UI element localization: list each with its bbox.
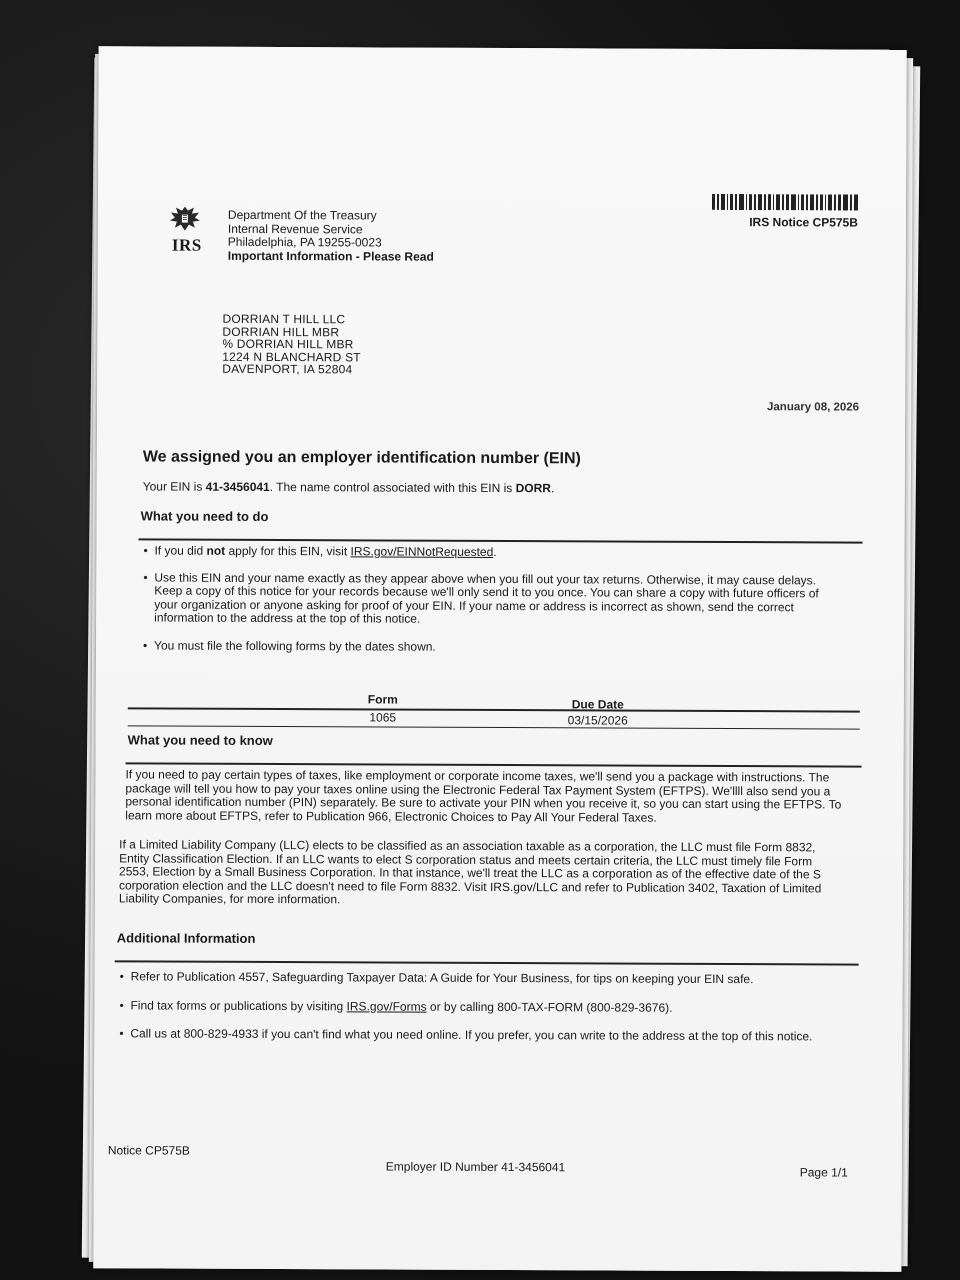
list-item-text: Find tax forms or publications by visiting xyxy=(130,997,347,1013)
list-item-text: If you did xyxy=(154,543,207,558)
list-item xyxy=(119,970,849,987)
ein-statement xyxy=(143,479,555,495)
column-header-due-date: Due Date xyxy=(571,697,624,712)
barcode xyxy=(712,194,858,211)
recipient-address xyxy=(222,313,361,376)
irs-logo-text: IRS xyxy=(171,235,202,255)
list-item xyxy=(118,1027,848,1044)
important-info-label: Important Information - Please Read xyxy=(227,248,434,264)
table-header-row xyxy=(128,691,860,710)
irs-notice-page xyxy=(93,46,906,1272)
section-what-to-do-title: What you need to do xyxy=(140,508,269,524)
list-item xyxy=(118,999,848,1016)
emphasis-text: not xyxy=(206,543,226,558)
irs-eagle-icon xyxy=(168,205,202,233)
paragraph-eftps: If you need to pay certain types of taxes, like employment or corporate income taxes, we'll send you a package with instructions. The package will tell you how to pay your taxes online using the Electronic Federal Tax Payment System (EFTPS). We'llll also send you a personal identification number (PIN) separately. Be sure to activate your PIN when you receive it, so you can start using the EFTPS. To learn more about EFTPS, refer to Publication 966, Electronic Choices to Pay All Your Federal Taxes. xyxy=(125,767,842,825)
sender-line: Internal Revenue Service xyxy=(227,221,363,236)
forms-due-table xyxy=(128,691,860,729)
sender-line: Philadelphia, PA 19255-0023 xyxy=(227,234,382,250)
list-item xyxy=(142,571,842,628)
ein-text: . xyxy=(550,481,555,496)
list-item-text: Call us at 800-829-4933 if you can't find what you need online. If you prefer, you can write to the address at the top of this notice. xyxy=(130,1026,813,1044)
ein-not-requested-link[interactable]: IRS.gov/EINNotRequested xyxy=(350,544,494,559)
section-divider xyxy=(126,762,862,767)
ein-text: Your EIN is xyxy=(142,479,206,494)
list-item xyxy=(142,544,842,561)
footer-ein: Employer ID Number 41-3456041 xyxy=(385,1159,566,1175)
list-item-text: Refer to Publication 4557, Safeguarding Taxpayer Data: A Guide for Your Business, for tips on keeping your EIN safe. xyxy=(130,969,754,987)
sender-line: Department Of the Treasury xyxy=(227,207,377,223)
section-divider xyxy=(115,960,859,965)
table-cell-due-date: 03/15/2026 xyxy=(567,713,628,728)
irs-logo xyxy=(168,205,206,255)
list-item xyxy=(142,639,842,656)
notice-date: January 08, 2026 xyxy=(766,401,860,414)
section-divider xyxy=(139,538,863,543)
recipient-line: 1224 N BLANCHARD ST xyxy=(222,349,361,364)
recipient-line: DORRIAN HILL MBR xyxy=(222,324,340,339)
notice-number-header: IRS Notice CP575B xyxy=(749,215,858,230)
column-header-form: Form xyxy=(367,692,398,707)
irs-forms-link[interactable]: IRS.gov/Forms xyxy=(346,998,427,1014)
list-item-text: apply for this EIN, visit xyxy=(225,543,351,559)
page-title: We assigned you an employer identification number (EIN) xyxy=(142,448,581,468)
sender-address xyxy=(228,209,434,264)
list-item-text: or by calling 800-TAX-FORM (800-829-3676). xyxy=(426,999,673,1015)
ein-text: . The name control associated with this EIN is xyxy=(269,479,516,496)
ein-value: 41-3456041 xyxy=(205,479,270,494)
section-additional-info-title: Additional Information xyxy=(116,930,256,946)
what-to-do-list xyxy=(142,544,843,665)
recipient-line: % DORRIAN HILL MBR xyxy=(222,336,354,352)
list-item-text: . xyxy=(493,544,497,559)
recipient-line: DAVENPORT, IA 52804 xyxy=(222,361,353,377)
name-control-value: DORR xyxy=(515,481,551,496)
footer-page-number: Page 1/1 xyxy=(799,1165,848,1180)
footer-notice-number: Notice CP575B xyxy=(107,1143,190,1158)
list-item-text: You must file the following forms by the dates shown. xyxy=(154,637,436,654)
table-row xyxy=(128,709,860,728)
list-item-text: Use this EIN and your name exactly as they appear above when you fill out your tax returns. Otherwise, it may cause delays. Keep a copy of this notice for your records because we'll only send it to you once. You can share a copy with future officers of your organization or anyone asking for proof of your EIN. If your name or address is incorrect as shown, send the correct information to the address at the top of this notice. xyxy=(154,569,819,626)
table-cell-form: 1065 xyxy=(369,710,397,725)
section-what-to-know-title: What you need to know xyxy=(127,732,273,749)
additional-info-list xyxy=(118,970,848,1054)
paragraph-llc-election: If a Limited Liability Company (LLC) elects to be classified as an association taxable as a corporation, the LLC must file Form 8832, Entity Classification Election. If an LLC wants to elect S corporation status and meets certain criteria, the LLC must timely file Form 2553, Election by a Small Business Corporation. In that instance, we'll treat the LLC as a corporation as of the effective date of the S corporation election and the LLC doesn't need to file Form 8832. Visit IRS.gov/LLC and refer to Publication 3402, Taxation of Limited Liability Companies, for more information. xyxy=(118,837,822,907)
recipient-line: DORRIAN T HILL LLC xyxy=(222,311,346,327)
